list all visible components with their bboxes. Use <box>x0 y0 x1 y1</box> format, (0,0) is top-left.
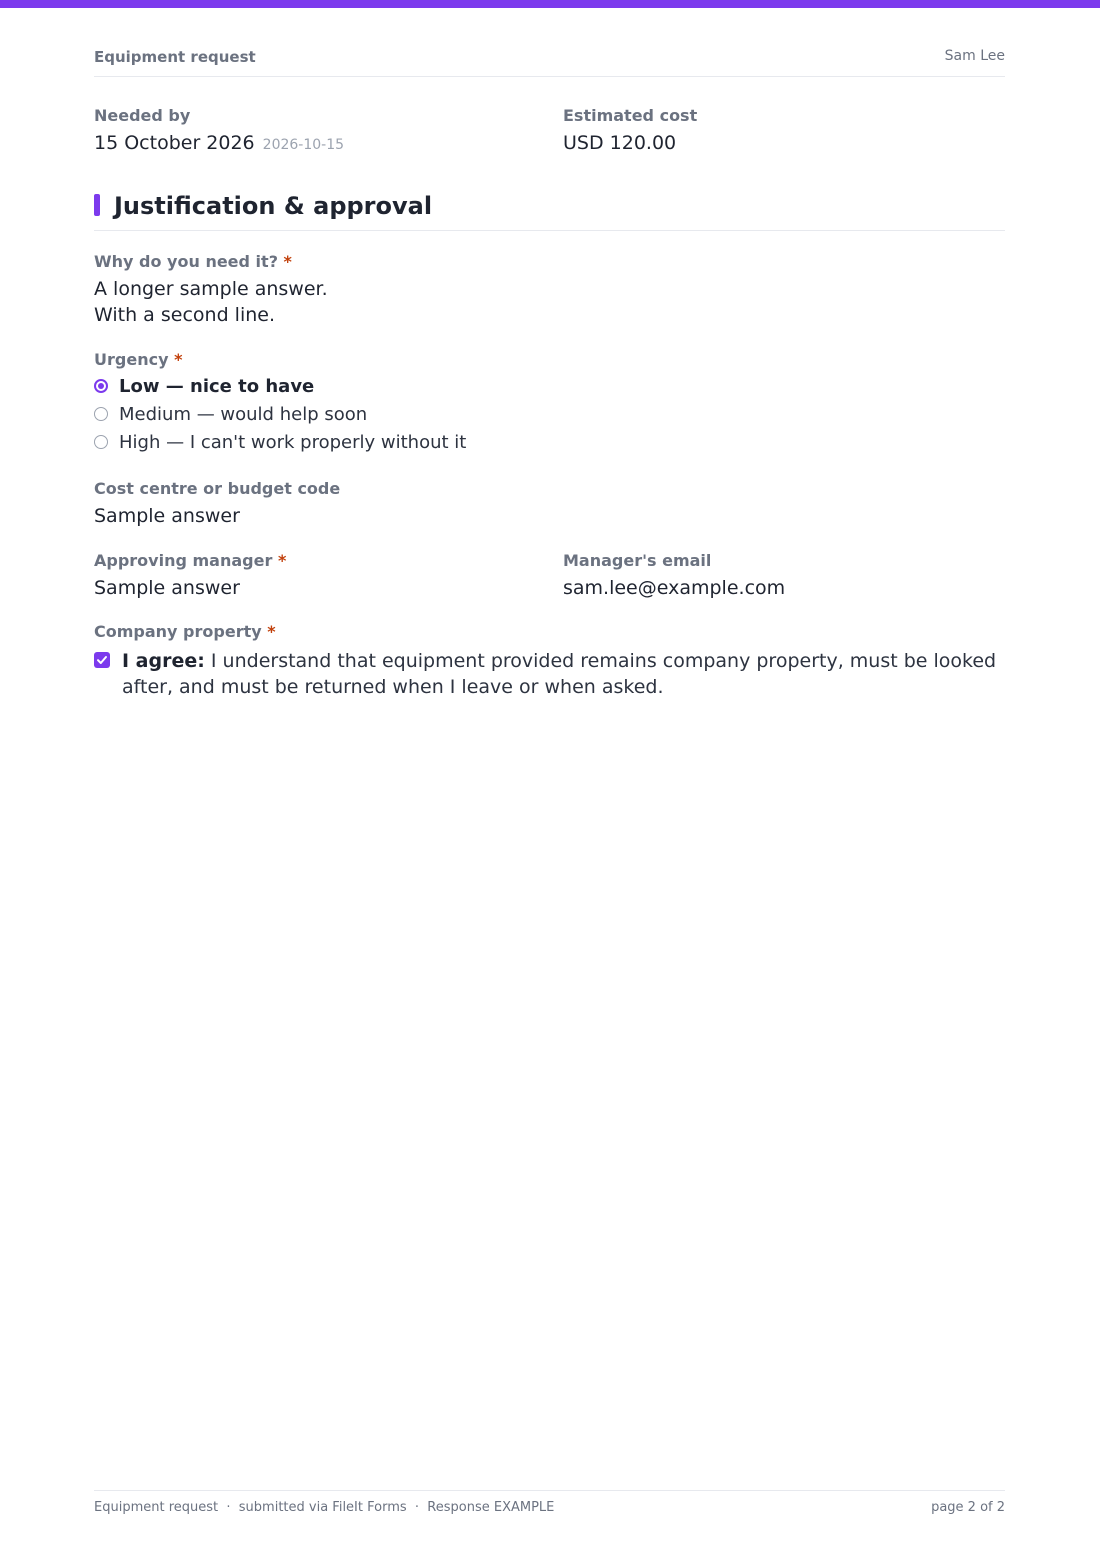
section-title: Justification & approval <box>114 192 433 220</box>
radio-empty-icon <box>94 435 108 449</box>
radio-selected-icon <box>94 379 108 393</box>
agreement-statement <box>94 648 1005 700</box>
answer-line: A longer sample answer. <box>94 278 328 300</box>
field-label: Manager's email <box>563 551 712 570</box>
answer-line: With a second line. <box>94 304 275 326</box>
running-header <box>94 48 1005 77</box>
field-label: Urgency * <box>94 350 183 369</box>
field-value <box>94 130 344 158</box>
urgency-option-high <box>94 428 466 456</box>
field-company-property <box>94 622 276 642</box>
required-mark: * <box>267 622 276 641</box>
urgency-options <box>94 372 466 456</box>
field-label: Estimated cost <box>563 106 698 125</box>
section-accent-bar <box>94 194 100 216</box>
top-accent-bar <box>0 0 1100 8</box>
required-mark: * <box>174 350 183 369</box>
field-value: Sample answer <box>94 505 240 527</box>
field-estimated-cost <box>563 106 697 156</box>
required-mark: * <box>283 252 292 271</box>
needed-by-date: 15 October 2026 <box>94 132 255 154</box>
field-value <box>94 276 328 328</box>
section-heading <box>94 192 1005 231</box>
option-label: High — I can't work properly without it <box>119 431 467 453</box>
field-needed-by <box>94 106 344 158</box>
field-label: Needed by <box>94 106 191 125</box>
required-mark: * <box>277 551 287 570</box>
field-urgency <box>94 350 466 456</box>
option-label: Low — nice to have <box>119 375 315 397</box>
field-label: Company property * <box>94 622 276 641</box>
field-cost-centre <box>94 479 340 529</box>
needed-by-iso-date: 2026-10-15 <box>262 137 345 153</box>
page-footer <box>94 1490 1005 1521</box>
field-value: sam.lee@example.com <box>563 577 786 599</box>
respondent-name: Sam Lee <box>944 48 1005 64</box>
agree-body: I understand that equipment provided remains company property, must be looked after, and must be returned when I leave or when asked. <box>122 650 997 698</box>
field-label: Why do you need it? * <box>94 252 292 271</box>
option-label: Medium — would help soon <box>119 403 368 425</box>
footer-left: Equipment request · submitted via FileIt Forms · Response EXAMPLE <box>94 1500 555 1515</box>
agreement-text <box>122 648 1005 700</box>
urgency-option-low <box>94 372 466 400</box>
radio-empty-icon <box>94 407 108 421</box>
field-label: Approving manager * <box>94 551 287 570</box>
checkbox-checked-icon <box>94 652 110 668</box>
field-label: Cost centre or budget code <box>94 479 341 498</box>
field-why <box>94 252 328 328</box>
field-approving-manager <box>94 551 286 601</box>
urgency-option-medium <box>94 400 466 428</box>
page-number: page 2 of 2 <box>931 1500 1005 1515</box>
agree-label: I agree: <box>122 650 205 672</box>
field-value: USD 120.00 <box>563 132 677 154</box>
field-manager-email <box>563 551 785 601</box>
form-name: Equipment request <box>94 48 256 66</box>
field-value: Sample answer <box>94 577 240 599</box>
